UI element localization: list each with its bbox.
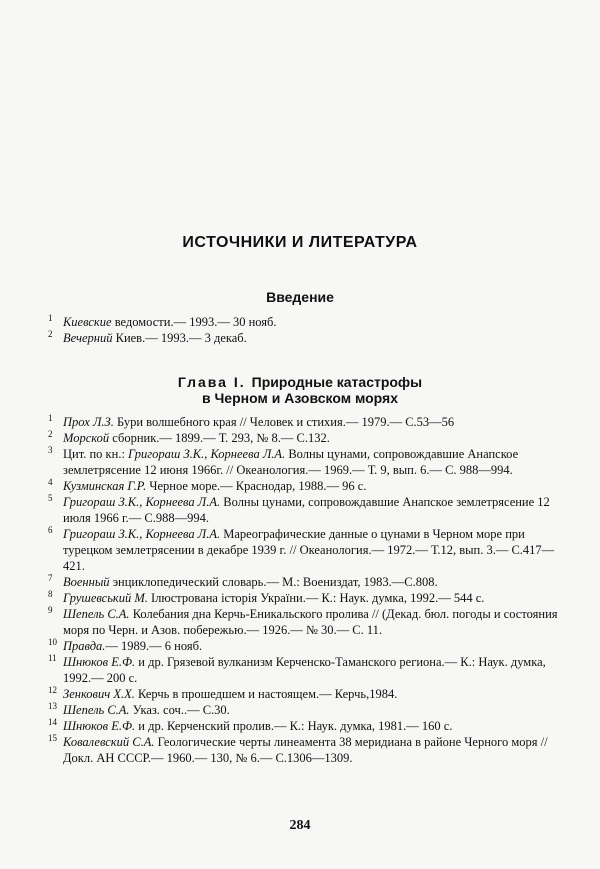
reference-number: 4	[48, 477, 53, 487]
reference-number: 1	[48, 313, 53, 323]
reference-text: Волны цунами, сопровождавшие Анапское землетрясение 12 июля 1966 г.— С.988—994.	[63, 495, 550, 525]
reference-item	[48, 414, 568, 430]
reference-author: Шепель С.А.	[63, 607, 130, 621]
reference-item	[48, 702, 568, 718]
reference-author: Зенкович Х.Х.	[63, 687, 135, 701]
reference-item	[48, 446, 568, 478]
reference-author: Прох Л.З.	[63, 415, 114, 429]
reference-text: и др. Керченский пролив.— К.: Наук. думка, 1981.— 160 с.	[135, 719, 453, 733]
chapter-references	[48, 414, 568, 766]
chapter-title-line1: Природные катастрофы	[251, 374, 423, 390]
reference-number: 8	[48, 589, 53, 599]
reference-text: ведомости.— 1993.— 30 нояб.	[111, 315, 277, 329]
reference-author: Кузминская Г.Р.	[63, 479, 147, 493]
reference-text: сборник.— 1899.— Т. 293, № 8.— С.132.	[109, 431, 330, 445]
chapter-heading	[0, 374, 600, 390]
reference-item	[48, 494, 568, 526]
intro-references	[48, 314, 568, 346]
reference-item	[48, 330, 568, 346]
reference-text: и др. Грязевой вулканизм Керченско-Таманского региона.— К.: Наук. думка, 1992.— 200 с.	[63, 655, 546, 685]
reference-author: Шнюков Е.Ф.	[63, 719, 136, 733]
reference-text: Указ. соч..— С.30.	[129, 703, 230, 717]
reference-item	[48, 590, 568, 606]
reference-number: 14	[48, 717, 57, 727]
reference-author: Григораш З.К., Корнеева Л.А.	[63, 495, 221, 509]
reference-item	[48, 574, 568, 590]
reference-text: — 1989.— 6 нояб.	[105, 639, 203, 653]
reference-item	[48, 606, 568, 638]
reference-number: 5	[48, 493, 53, 503]
reference-number: 6	[48, 525, 53, 535]
reference-author: Григораш З.К., Корнеева Л.А.	[63, 527, 221, 541]
reference-text: Черное море.— Краснодар, 1988.— 96 с.	[146, 479, 367, 493]
reference-item	[48, 686, 568, 702]
reference-item	[48, 734, 568, 766]
page-title: ИСТОЧНИКИ И ЛИТЕРАТУРА	[182, 234, 418, 251]
reference-item	[48, 654, 568, 686]
reference-author: Шнюков Е.Ф.	[63, 655, 136, 669]
reference-number: 10	[48, 637, 57, 647]
reference-text: Бури волшебного края // Человек и стихия.— 1979.— С.53—56	[113, 415, 455, 429]
reference-item	[48, 430, 568, 446]
reference-item	[48, 314, 568, 330]
reference-number: 7	[48, 573, 53, 583]
reference-text: Ілюстрована історія України.— К.: Наук. думка, 1992.— 544 с.	[147, 591, 485, 605]
reference-number: 1	[48, 413, 53, 423]
page-number: 284	[289, 818, 311, 833]
reference-number: 13	[48, 701, 57, 711]
reference-author: Вечерний	[63, 331, 113, 345]
reference-item	[48, 526, 568, 574]
reference-text: Киев.— 1993.— 3 декаб.	[112, 331, 247, 345]
reference-number: 11	[48, 653, 57, 663]
reference-item	[48, 478, 568, 494]
reference-author: Военный	[63, 575, 110, 589]
reference-number: 3	[48, 445, 53, 455]
reference-number: 15	[48, 733, 57, 743]
reference-number: 2	[48, 329, 53, 339]
reference-number: 9	[48, 605, 53, 615]
reference-author: Шепель С.А.	[63, 703, 130, 717]
reference-author: Киевские	[63, 315, 112, 329]
chapter-title-line2: в Черном и Азовском морях	[201, 390, 399, 406]
reference-text: Колебания дна Керчь-Еникальского пролива // (Декад. бюл. погоды и состояния моря по Черн. и Азов. побережью.— 1926.— № 30.— С. 11.	[63, 607, 558, 637]
reference-text: Волны цунами, сопровождавшие Анапское землетрясение 12 июня 1966г. // Океанология.— 1969.— Т. 9, вып. 6.— С. 988—994.	[63, 447, 519, 477]
reference-number: 2	[48, 429, 53, 439]
reference-author: Правда.	[63, 639, 106, 653]
reference-text: Мареографические данные о цунами в Черном море при турецком землетрясении в декабре 1939 г. // Океанология.— 1972.— Т.12, вып. 3.— С.417—421.	[63, 527, 555, 573]
reference-text: энциклопедический словарь.— М.: Воениздат, 1983.—С.808.	[109, 575, 438, 589]
intro-heading: Введение	[266, 289, 334, 305]
chapter-label: Глава I.	[177, 374, 246, 390]
reference-author: Ковалевский С.А.	[63, 735, 155, 749]
reference-text: Геологические черты линеамента 38 меридиана в районе Черного моря // Докл. АН СССР.— 1960.— 130, № 6.— С.1306—1309.	[63, 735, 548, 765]
reference-author: Григораш З.К., Корнеева Л.А.	[128, 447, 286, 461]
reference-item	[48, 718, 568, 734]
reference-author: Грушевський М.	[63, 591, 148, 605]
reference-text: Керчь в прошедшем и настоящем.— Керчь,1984.	[134, 687, 398, 701]
reference-author: Морской	[63, 431, 110, 445]
reference-item	[48, 638, 568, 654]
reference-prefix: Цит. по кн.:	[63, 447, 129, 461]
reference-number: 12	[48, 685, 57, 695]
